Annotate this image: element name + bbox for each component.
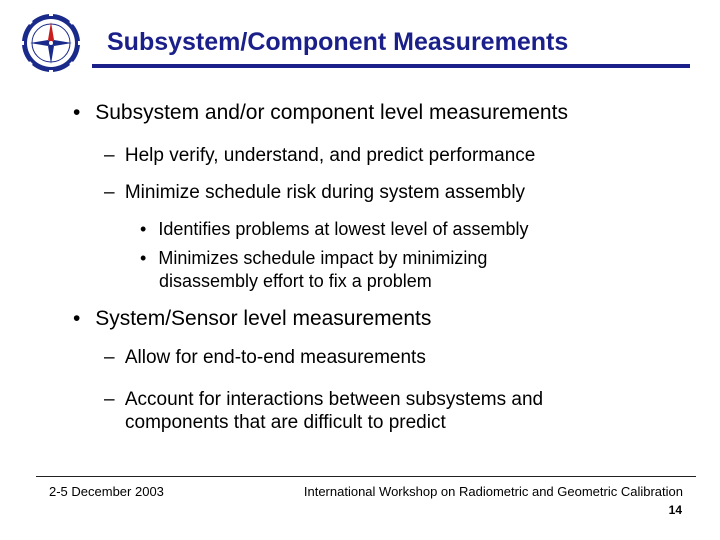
sub-sub-bullet-text: Minimizes schedule impact by minimizing — [158, 248, 488, 268]
bullet-1 — [73, 101, 568, 125]
footer-event: International Workshop on Radiometric and Geometric Calibration — [303, 484, 683, 499]
bullet-text: Subsystem and/or component level measurements — [95, 101, 568, 124]
bullet-marker: • — [140, 219, 147, 239]
page-number: 14 — [668, 503, 682, 517]
sub-bullet-text: Minimize schedule risk during system assembly — [124, 182, 526, 203]
sub-bullet-1 — [104, 144, 535, 168]
dash-marker: – — [104, 182, 115, 203]
sub-sub-bullet-1 — [140, 218, 529, 241]
dash-marker: – — [104, 389, 115, 410]
organization-seal-logo — [20, 12, 82, 74]
bullet-marker: • — [73, 307, 81, 330]
sub-bullet-4 — [104, 388, 543, 412]
sub-bullet-text: Help verify, understand, and predict performance — [124, 145, 536, 166]
slide-title: Subsystem/Component Measurements — [107, 28, 569, 56]
sub-sub-bullet-2-continuation: disassembly effort to fix a problem — [159, 271, 432, 291]
sub-sub-bullet-text: Identifies problems at lowest level of assembly — [158, 219, 529, 239]
sub-bullet-4-continuation: components that are difficult to predict — [125, 412, 446, 433]
sub-bullet-text: Allow for end-to-end measurements — [124, 347, 426, 368]
footer-rule — [36, 476, 696, 477]
dash-marker: – — [104, 145, 115, 166]
sub-bullet-3 — [104, 346, 426, 370]
bullet-2 — [73, 307, 431, 331]
sub-bullet-2 — [104, 181, 525, 205]
bullet-marker: • — [73, 101, 81, 124]
footer-date: 2-5 December 2003 — [49, 484, 164, 499]
sub-sub-bullet-2 — [140, 247, 487, 270]
bullet-marker: • — [140, 248, 147, 268]
title-underline — [92, 64, 690, 68]
sub-bullet-text: Account for interactions between subsystems and — [124, 389, 544, 410]
bullet-text: System/Sensor level measurements — [95, 307, 432, 330]
dash-marker: – — [104, 347, 115, 368]
